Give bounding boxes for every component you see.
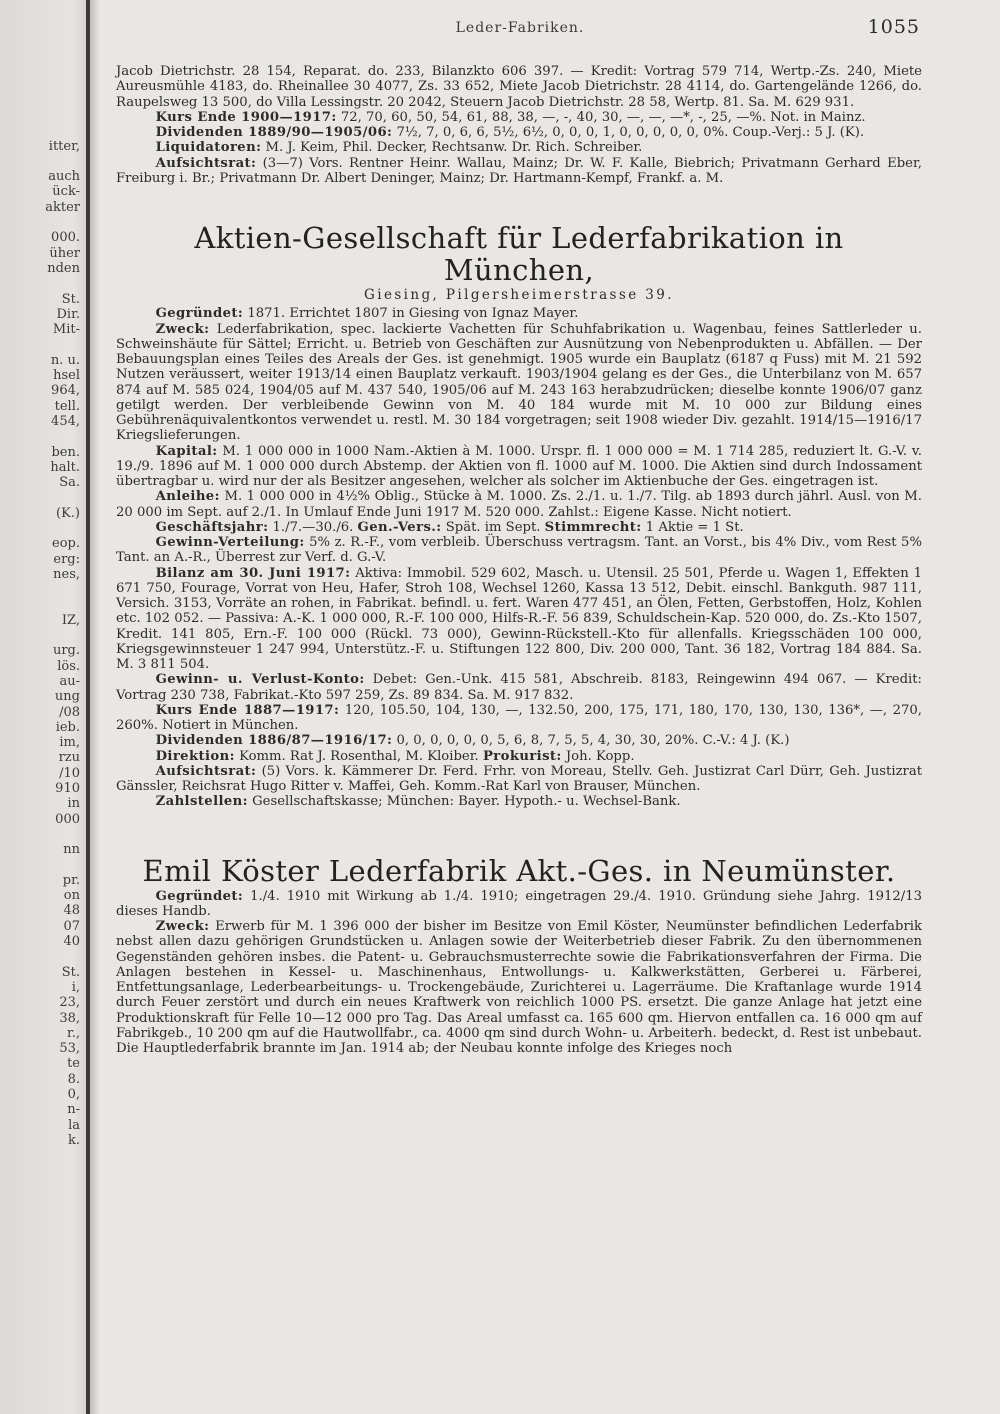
entry-keyword: Zweck: <box>155 321 210 337</box>
entry-keyword: Anleihe: <box>155 489 220 505</box>
margin-fragment: 48 <box>63 903 80 919</box>
entry-text: Spät. im Sept. <box>445 519 541 535</box>
margin-fragment: 53, <box>59 1041 80 1057</box>
margin-fragment <box>0 123 80 138</box>
company1-paragraph <box>116 520 922 535</box>
entry-text: Debet: Gen.-Unk. 415 581, Abschreib. 8183, Reingewinn 494 067. — Kredit: Vortrag 230 738, Fabrikat.-Kto 597 259, Zs. 89 834. Sa. M. 917 832. <box>116 672 922 703</box>
margin-fragment: r., <box>66 1025 80 1041</box>
prev-paragraph <box>116 125 922 140</box>
prev-paragraph <box>116 110 922 125</box>
margin-fragment: (K.) <box>56 505 80 521</box>
spine-shadow <box>90 0 100 1414</box>
entry-keyword: Prokurist: <box>482 748 562 764</box>
margin-fragment: ück- <box>52 184 80 200</box>
entry-text: 7½, 7, 0, 6, 6, 5½, 6½, 0, 0, 0, 1, 0, 0, 0, 0, 0, 0%. Coup.-Verj.: 5 J. (K). <box>396 125 865 140</box>
margin-fragment: rzu <box>58 750 80 766</box>
margin-fragment <box>0 490 80 505</box>
entry-keyword: Aufsichtsrat: <box>155 155 257 171</box>
margin-fragment: la <box>68 1117 80 1133</box>
company-heading-1: Aktien-Gesellschaft für Lederfabrikation in München, <box>194 221 844 287</box>
company1-paragraph <box>116 794 922 809</box>
prev-paragraph <box>116 156 922 187</box>
margin-fragment: 0, <box>67 1087 80 1102</box>
adjacent-page-fragments <box>0 108 80 1148</box>
entry-keyword: Gegründet: <box>155 306 244 322</box>
entry-keyword: Liquidatoren: <box>155 140 262 156</box>
margin-fragment: i, <box>71 979 80 995</box>
margin-fragment <box>0 827 80 842</box>
margin-fragment: akter <box>45 199 80 215</box>
margin-fragment: ben. <box>51 444 80 460</box>
margin-fragment: au- <box>59 673 80 689</box>
entry-text: 120, 105.50, 104, 130, —, 132.50, 200, 175, 171, 180, 170, 130, 130, 136*, —, 270, 260%. Notiert in München. <box>116 702 922 733</box>
company-entry-1 <box>116 306 922 809</box>
entry-text: Joh. Kopp. <box>565 748 635 764</box>
company1-paragraph <box>116 672 922 703</box>
entry-keyword: Direktion: <box>155 748 235 764</box>
margin-fragment: k. <box>67 1132 80 1148</box>
company1-paragraph <box>116 749 922 764</box>
entry-text: 72, 70, 60, 50, 54, 61, 88, 38, —, -, 40, 30, —, —, —*, -, 25, —%. Not. in Mainz. <box>340 109 866 125</box>
entry-text: M. 1 000 000 in 1000 Nam.-Aktien à M. 1000. Urspr. fl. 1 000 000 = M. 1 714 285, reduziert lt. G.-V. v. 19./9. 1896 auf M. 1 000 000 durch Abstemp. der Aktien von fl. 1000 auf M. 1000. Die Aktien sind durch Indossament übertragbar u. wird nur der als Besitzer angesehen, welcher als solcher im Aktienbuche der Ges. eingetragen ist. <box>116 443 922 489</box>
margin-fragment <box>0 108 80 123</box>
margin-fragment: nes, <box>53 566 80 582</box>
company1-paragraph <box>116 764 922 795</box>
entry-text: Komm. Rat J. Rosenthal, M. Kloiber. <box>239 748 479 764</box>
margin-fragment: ieb. <box>55 719 80 735</box>
entry-text: Lederfabrikation, spec. lackierte Vachetten für Schuhfabrikation u. Wagenbau, feines Sattlerleder u. Schweinshäute für Sättel; Erricht. u. Betrieb von Geschäften zur Ausnützung von Nebenprodukten u. Abfällen. — Der Bebauungsplan eines Teiles des Areals der Ges. ist genehmigt. 1905 wurde ein Bauplatz (6187 q Fuss) mit M. 21 592 Nutzen veräussert, weiter 1913/14 einen Bauplatz verkauft. 1903/1904 gelang es der Ges., die Unterbilanz von M. 657 874 auf M. 585 024, 1904/05 auf M. 437 540, 1905/06 auf M. 243 163 herabzudrücken; dieselbe konnte 1906/07 ganz getilgt werden. Der verbleibende Gewinn von M. 40 184 wurde mit M. 10 000 zur Bildung eines Gebührenäquivalentkontos verwendet u. restl. M. 30 184 vorgetragen; seit 1908 wieder Div. gezahlt. 1914/15—1916/17 Kriegslieferungen. <box>116 321 922 444</box>
margin-fragment: Dir. <box>56 306 80 322</box>
margin-fragment: nden <box>47 260 80 276</box>
company-entry-2 <box>116 889 922 1057</box>
company2-paragraph <box>116 919 922 1056</box>
entry-keyword: Gewinn- u. Verlust-Konto: <box>155 672 365 688</box>
margin-fragment: St. <box>61 964 80 980</box>
margin-fragment: hsel <box>53 368 80 384</box>
prev-paragraph <box>116 140 922 155</box>
margin-fragment: pr. <box>62 872 80 888</box>
margin-fragment: in <box>67 796 80 812</box>
entry-keyword: Gegründet: <box>155 888 244 904</box>
entry-text: Erwerb für M. 1 396 000 der bisher im Besitze von Emil Köster, Neumünster befindlichen Lederfabrik nebst allen dazu gehörigen Grundstücken u. Anlagen sowie der Weiterbetrieb dieser Fabrik. Zu den übernommenen Gegenständen gehören insbes. die Patent- u. Gebrauchsmusterrechte sowie die Fabrikationsverfahren der Firma. Die Anlagen bestehen in Kessel- u. Maschinenhaus, Entwollungs- u. Kalkwerkstätten, Gerberei u. Färberei, Entfettungsanlage, Lederbearbeitungs- u. Trockengebäude, Zurichterei u. Lagerräume. Die Kraftanlage wurde 1914 durch Feuer zerstört und durch ein neues Kraftwerk von reichlich 1000 PS. ersetzt. Die ganze Anlage hat jetzt eine Produktionskraft für Felle 10—12 000 pro Tag. Das Areal umfasst ca. 165 600 qm. Hiervon entfallen ca. 16 000 qm auf Fabrikgeb., 10 200 qm auf die Hautwollfabr., ca. 4000 qm sind durch Wohn- u. Arbeiterh. bedeckt, d. Rest ist unbebaut. Die Hauptlederfabrik brannte im Jan. 1914 ab; der Neubau konnte infolge des Krieges noch <box>116 919 922 1056</box>
running-title: Leder-Fabriken. <box>455 20 585 36</box>
margin-fragment: urg. <box>52 643 80 659</box>
page-number: 1055 <box>867 16 920 38</box>
margin-fragment: St. <box>61 291 80 307</box>
margin-fragment: Mit- <box>52 322 80 338</box>
margin-fragment <box>0 582 80 597</box>
entry-text: 1./7.—30./6. <box>272 519 354 535</box>
entry-text: Jacob Dietrichstr. 28 154, Reparat. do. 233, Bilanzkto 606 397. — Kredit: Vortrag 579 714, Wertp.-Zs. 240, Miete Aureusmühle 4183, do. Rheinallee 30 4077, Zs. 33 652, Miete Jacob Dietrichstr. 28 4114, do. Gartengelände 1266, do. Raupelsweg 13 500, do Villa Lessingstr. 20 2042, Steuern Jacob Dietrichstr. 28 58, Wertp. 81. Sa. M. 629 931. <box>116 64 922 110</box>
margin-fragment <box>0 429 80 444</box>
company1-paragraph <box>116 306 922 321</box>
entry-keyword: Dividenden 1889/90—1905/06: <box>155 125 393 140</box>
company1-paragraph <box>116 703 922 734</box>
margin-fragment: 454, <box>51 413 80 429</box>
margin-fragment <box>0 215 80 230</box>
entry-text: Gesellschaftskasse; München: Bayer. Hypoth.- u. Wechsel-Bank. <box>252 794 681 810</box>
company1-paragraph <box>116 322 922 444</box>
entry-text: (5) Vors. k. Kämmerer Dr. Ferd. Frhr. von Moreau, Stellv. Geh. Justizrat Carl Dürr, Geh. Justizrat Gänssler, Reichsrat Hugo Ritter v. Maffei, Geh. Komm.-Rat Karl von Brauser, München. <box>116 763 922 794</box>
company1-paragraph <box>116 733 922 748</box>
margin-fragment: n- <box>67 1102 80 1118</box>
entry-text: 1871. Errichtet 1807 in Giesing von Ignaz Mayer. <box>247 306 579 322</box>
entry-text: (3—7) Vors. Rentner Heinr. Wallau, Mainz; Dr. W. F. Kalle, Biebrich; Privatmann Gerhard Eber, Freiburg i. Br.; Privatmann Dr. Albert Deninger, Mainz; Dr. Hartmann-Kempf, Frankf. a. M. <box>116 155 922 186</box>
entry-text: 5% z. R.-F., vom verbleib. Überschuss vertragsm. Tant. an Vorst., bis 4% Div., vom Rest 5% Tant. an A.-R., Überrest zur Verf. d. G.-V. <box>116 535 922 566</box>
margin-fragment <box>0 598 80 613</box>
entry-keyword: Dividenden 1886/87—1916/17: <box>155 733 393 749</box>
prev-paragraph <box>116 64 922 110</box>
margin-fragment: üher <box>49 245 80 261</box>
entry-keyword: Aufsichtsrat: <box>155 763 257 779</box>
company1-paragraph <box>116 535 922 566</box>
entry-keyword: Gewinn-Verteilung: <box>155 535 305 550</box>
margin-fragment: n. u. <box>50 352 80 368</box>
company2-paragraph <box>116 889 922 920</box>
company-location-1: Giesing, Pilgersheimerstrasse 39. <box>364 287 674 303</box>
margin-fragment: 07 <box>63 918 80 934</box>
margin-fragment: lös. <box>57 658 80 674</box>
company1-paragraph <box>116 489 922 520</box>
margin-fragment: tell. <box>54 398 80 414</box>
entry-keyword: Zahlstellen: <box>155 794 248 810</box>
margin-fragment: 964, <box>51 383 80 399</box>
entry-text: M. 1 000 000 in 4½% Oblig., Stücke à M. 1000. Zs. 2./1. u. 1./7. Tilg. ab 1893 durch jährl. Ausl. von M. 20 000 im Sept. auf 2./1. In Umlauf Ende Juni 1917 M. 520 000. Zahlst.: Eigene Kasse. Nicht notiert. <box>116 489 922 520</box>
margin-fragment <box>0 521 80 536</box>
company1-paragraph <box>116 444 922 490</box>
margin-fragment <box>0 949 80 964</box>
margin-fragment: /08 <box>59 704 80 720</box>
entry-keyword: Zweck: <box>155 919 210 934</box>
entry-text: 1./4. 1910 mit Wirkung ab 1./4. 1910; eingetragen 29./4. 1910. Gründung siehe Jahrg. 1912/13 dieses Handb. <box>116 888 922 919</box>
entry-keyword: Kurs Ende 1900—1917: <box>155 109 337 125</box>
company1-paragraph <box>116 566 922 673</box>
main-column <box>116 64 922 1056</box>
margin-fragment <box>0 858 80 873</box>
margin-fragment: 40 <box>63 934 80 950</box>
running-head <box>120 16 920 42</box>
margin-fragment: itter, <box>48 138 80 154</box>
previous-company-entry <box>116 64 922 186</box>
margin-fragment: erg: <box>53 551 80 567</box>
margin-fragment: on <box>63 888 80 904</box>
margin-fragment: ung <box>54 689 80 705</box>
entry-keyword: Geschäftsjahr: <box>155 519 269 535</box>
margin-fragment: te <box>67 1056 80 1072</box>
entry-text: Aktiva: Immobil. 529 602, Masch. u. Utensil. 25 501, Pferde u. Wagen 1, Effekten 1 671 750, Fourage, Vorrat von Heu, Hafer, Stroh 108, Wechsel 1260, Kassa 13 512, Debit. einschl. Bankguth. 987 111, Versich. 3153, Vorräte an rohen, in Fabrikat. befindl. u. fert. Waren 477 451, an Ölen, Fetten, Gerbstoffen, Holz, Kohlen etc. 102 052. — Passiva: A.-K. 1 000 000, R.-F. 100 000, Hilfs-R.-F. 56 839, Schuldschein-Kap. 520 000, do. Zs.-Kto 1507, Kredit. 141 805, Ern.-F. 100 000 (Rückl. 73 000), Gewinn-Rückstell.-Kto für allenfalls. Kriegsschäden 100 000, Kriegsgewinnsteuer 1 247 994, Unterstütz.-F. u. Stiftungen 122 800, Div. 200 000, Tant. 36 182, Vortrag 184 884. Sa. M. 3 811 504. <box>116 565 922 672</box>
entry-text: 1 Aktie = 1 St. <box>645 519 744 535</box>
margin-fragment: auch <box>48 169 80 185</box>
entry-keyword: Bilanz am 30. Juni 1917: <box>155 565 351 581</box>
entry-keyword: Kurs Ende 1887—1917: <box>155 702 340 718</box>
margin-fragment: 8. <box>67 1071 80 1087</box>
margin-fragment <box>0 154 80 169</box>
entry-text: 0, 0, 0, 0, 0, 0, 5, 6, 8, 7, 5, 5, 4, 30, 30, 20%. C.-V.: 4 J. (K.) <box>396 733 790 749</box>
margin-fragment: 910 <box>55 781 80 797</box>
margin-fragment: /10 <box>59 765 80 781</box>
margin-fragment: 000. <box>51 230 80 246</box>
margin-fragment: Sa. <box>59 475 80 491</box>
margin-fragment: halt. <box>50 459 80 475</box>
margin-fragment: 23, <box>59 995 80 1011</box>
entry-keyword: Kapital: <box>155 443 218 459</box>
margin-fragment: 000 <box>55 811 80 827</box>
margin-fragment <box>0 337 80 352</box>
margin-fragment: IZ, <box>61 612 80 628</box>
entry-keyword: Gen.-Vers.: <box>357 519 442 535</box>
margin-fragment <box>0 628 80 643</box>
company-heading-2: Emil Köster Lederfabrik Akt.-Ges. in Neumünster. <box>142 853 896 888</box>
entry-text: M. J. Keim, Phil. Decker, Rechtsanw. Dr. Rich. Schreiber. <box>265 140 643 156</box>
margin-fragment: nn <box>63 842 80 858</box>
margin-fragment: 38, <box>59 1010 80 1026</box>
entry-keyword: Stimmrecht: <box>544 519 642 535</box>
margin-fragment: eop. <box>52 536 80 552</box>
margin-fragment: im, <box>59 735 80 751</box>
margin-fragment <box>0 276 80 291</box>
